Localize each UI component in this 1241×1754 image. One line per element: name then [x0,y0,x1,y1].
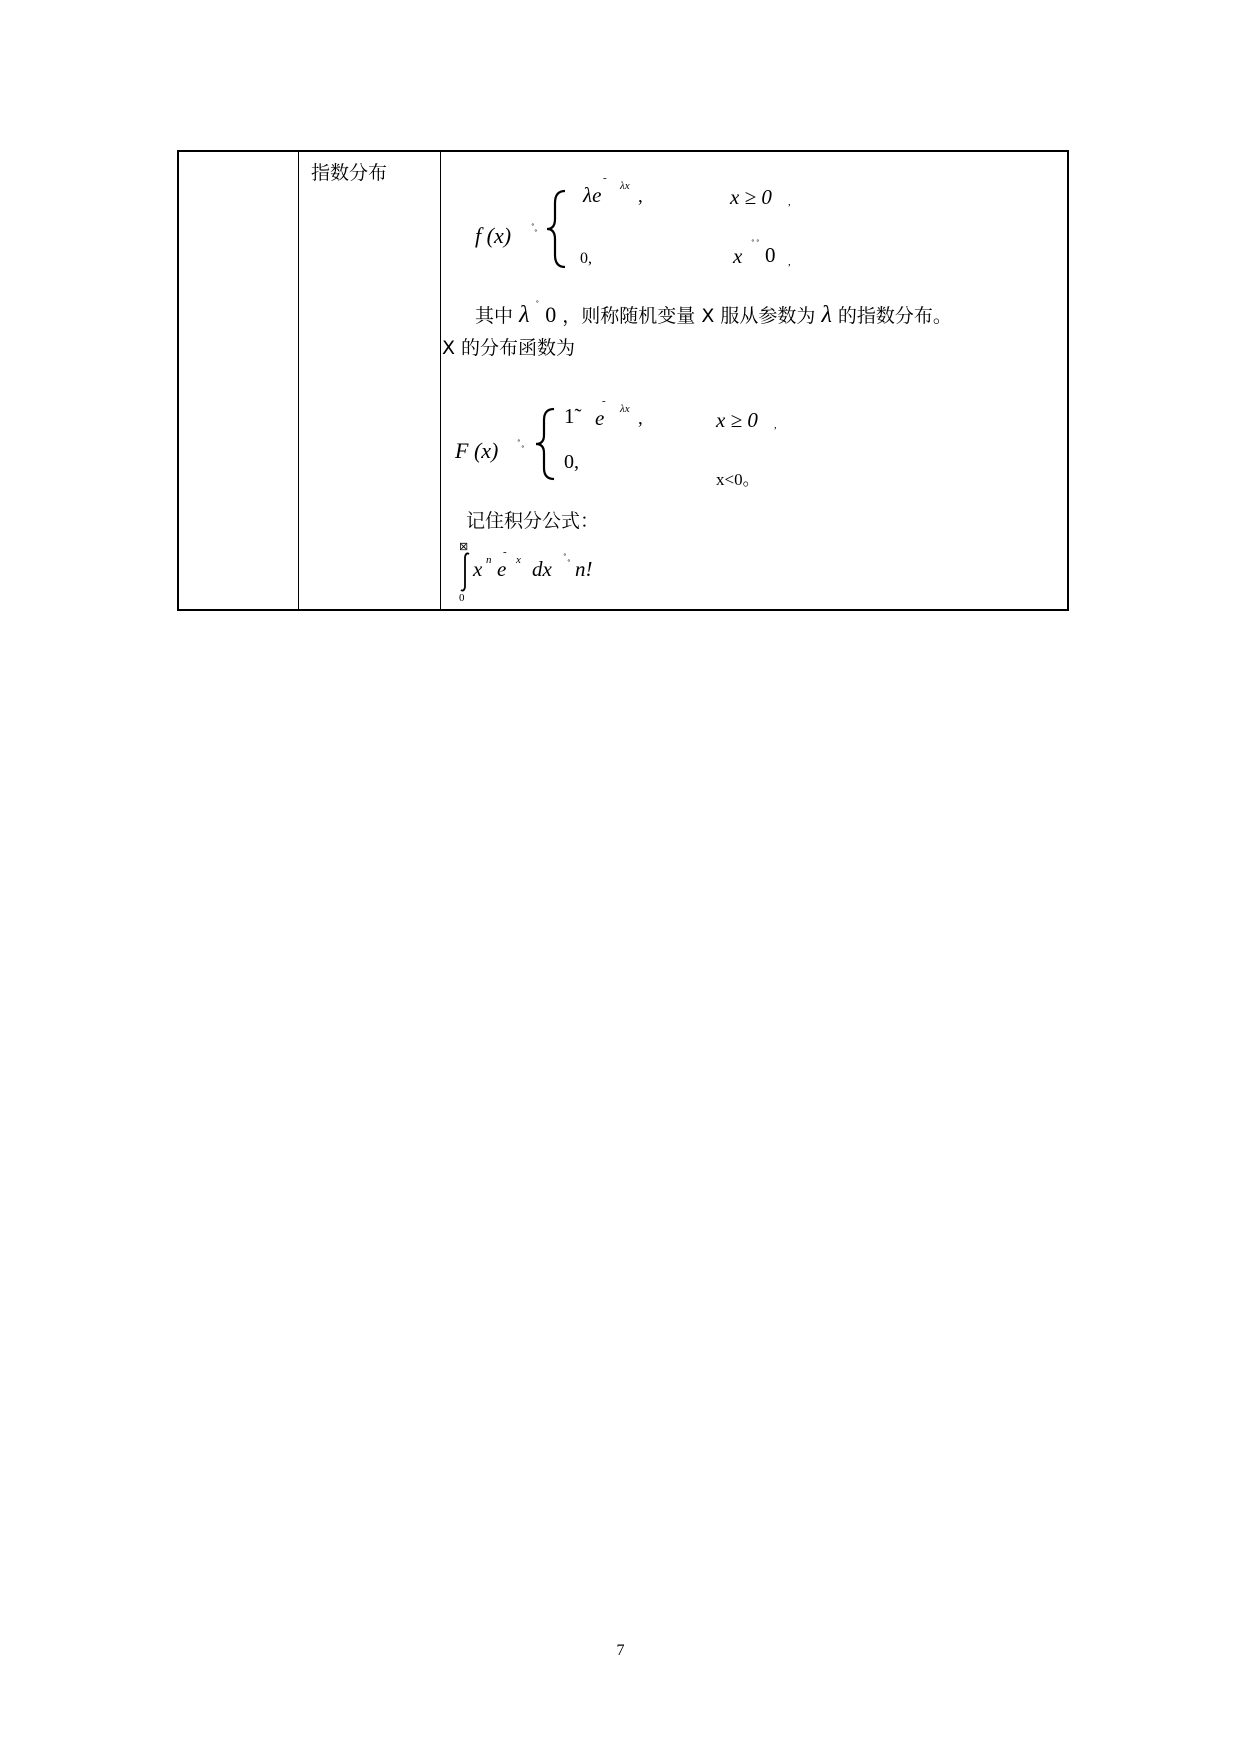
pdf-case2-cond-comma: , [788,256,791,268]
integral-minus: - [503,546,507,558]
pdf-brace-icon [543,189,569,269]
explanation-middle: ，则称随机变量 X 服从参数为 [562,305,816,327]
integral-sign-icon [458,551,472,593]
distribution-table [177,150,1069,611]
integral-rhs: n! [575,557,593,581]
cdf-brace-icon [532,407,558,481]
explanation-prefix: 其中 [475,305,514,327]
cdf-case1-e: e [595,406,605,430]
explanation-glyph: ˚ [535,299,540,311]
column-divider-2 [440,152,441,609]
pdf-case2-x: x [733,244,743,268]
cdf-lhs: F (x) [455,438,499,463]
cdf-case1-cond-comma: , [774,419,777,431]
explanation-line-2: X 的分布函数为 [442,337,576,359]
explanation-line-1 [475,301,952,329]
pdf-case2-expr: 0, [580,250,592,267]
pdf-case2-glyph-2: ˚ [756,238,760,250]
integral-x: x [473,557,483,581]
integral-x-exponent: x [516,554,521,566]
pdf-case1-minus: - [603,172,607,184]
pdf-case1-cond-comma: , [788,196,791,208]
cdf-case1-one: 1̃ [564,404,575,428]
lambda-symbol: λ [519,302,530,328]
row-label: 指数分布 [311,162,388,184]
pdf-case1-exponent: λx [620,180,630,192]
integral-equal-glyph-2: ˚ [567,558,571,570]
pdf-equal-glyph: ˚ [531,222,535,234]
column-divider-1 [298,152,299,609]
integral-equal-glyph: ˚ [563,552,567,564]
explanation-suffix: 的指数分布。 [837,305,952,327]
integral-label: 记住积分公式： [466,510,600,532]
integral-lower-limit: 0 [459,592,465,604]
cdf-case1-minus: - [602,395,606,407]
integral-upper-limit: ⊠ [459,541,469,553]
pdf-case1-expr: λe [583,183,602,207]
pdf-case1-comma: , [638,186,643,207]
pdf-case2-value: 0 [765,243,776,267]
cdf-case1-comma: , [638,408,643,429]
cdf-case1-condition: x ≥ 0 [716,408,758,432]
cdf-case2-condition: x<0。 [716,470,760,489]
integral-dx: dx [532,557,552,581]
cdf-equal-glyph-2: ˚ [521,444,525,456]
pdf-case2-glyph: ˚ [751,238,755,250]
lambda-symbol-2: λ [821,302,832,328]
cdf-case2-expr: 0, [564,451,579,473]
integral-e: e [497,557,507,581]
pdf-lhs: f (x) [475,223,512,248]
pdf-case1-condition: x ≥ 0 [730,185,772,209]
pdf-equal-glyph-2: ˚ [534,228,538,240]
page-number: 7 [616,1642,625,1659]
cdf-case1-exponent: λx [620,403,630,415]
integral-n-exponent: n [486,554,492,566]
explanation-zero: 0 [545,302,557,327]
cdf-equal-glyph: ˚ [517,438,521,450]
